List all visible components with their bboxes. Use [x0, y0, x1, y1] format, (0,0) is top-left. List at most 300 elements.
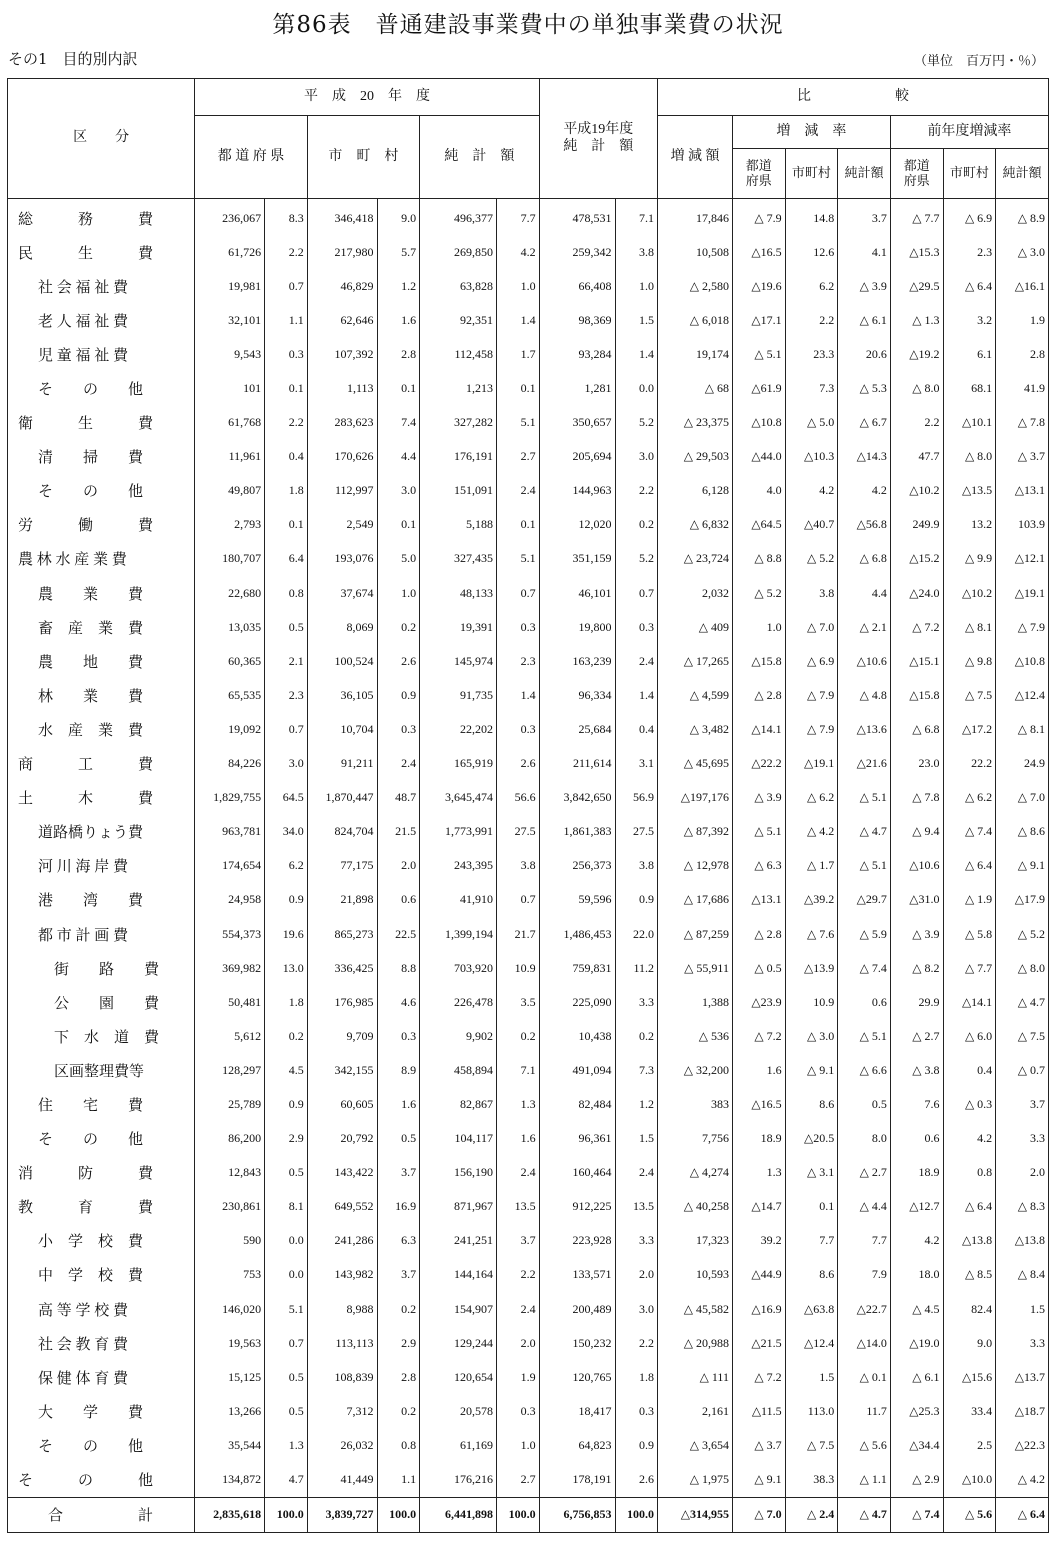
cell: 3.1 [615, 747, 658, 781]
cell: △ 6.4 [943, 1190, 996, 1224]
table-row [8, 985, 1049, 1019]
cell: △ 6.9 [785, 644, 838, 678]
cell: △ 87,392 [658, 815, 733, 849]
cell: 101 [195, 371, 265, 405]
cell: 21.7 [497, 917, 540, 951]
cell: 18.9 [890, 1156, 943, 1190]
cell: 50,481 [195, 985, 265, 1019]
cell: 3.7 [377, 1258, 420, 1292]
cell: 7.7 [497, 199, 540, 236]
cell: 3.0 [377, 474, 420, 508]
cell: 112,997 [307, 474, 377, 508]
cell: 1.5 [615, 303, 658, 337]
cell: 49,807 [195, 474, 265, 508]
cell: △ 4,274 [658, 1156, 733, 1190]
cell: 1.2 [615, 1087, 658, 1121]
cell: 0.4 [615, 712, 658, 746]
cell: △ 3.9 [838, 269, 891, 303]
cell: 113.0 [785, 1394, 838, 1428]
row-label: そ の 他 [8, 371, 195, 405]
cell: 15,125 [195, 1360, 265, 1394]
cell: 0.9 [615, 883, 658, 917]
cell: △ 7.2 [732, 1019, 785, 1053]
table-row [8, 917, 1049, 951]
header-net: 純 計 額 [420, 116, 540, 199]
cell: 0.5 [265, 1156, 308, 1190]
cell: △ 5.8 [943, 917, 996, 951]
cell: △ 1.9 [943, 883, 996, 917]
cell: 29.9 [890, 985, 943, 1019]
cell: 3.7 [996, 1087, 1049, 1121]
cell: 6.2 [265, 849, 308, 883]
cell: 8,069 [307, 610, 377, 644]
cell: 12.6 [785, 235, 838, 269]
cell: 18.0 [890, 1258, 943, 1292]
cell: 19.6 [265, 917, 308, 951]
cell: 100.0 [265, 1497, 308, 1532]
cell: △ 6.1 [838, 303, 891, 337]
cell: △ 12,978 [658, 849, 733, 883]
cell: △ 9.1 [996, 849, 1049, 883]
cell: △ 2.9 [890, 1462, 943, 1497]
cell: 4.2 [785, 474, 838, 508]
cell: 10,508 [658, 235, 733, 269]
cell: 753 [195, 1258, 265, 1292]
cell: △17.2 [943, 712, 996, 746]
cell: △ 23,375 [658, 406, 733, 440]
cell: 7.1 [615, 199, 658, 236]
cell: 1,388 [658, 985, 733, 1019]
cell: △ 6.8 [838, 542, 891, 576]
cell: 5.1 [497, 406, 540, 440]
cell: 2.1 [265, 644, 308, 678]
cell: 2.0 [996, 1156, 1049, 1190]
cell: △15.2 [890, 542, 943, 576]
cell: △ 7.8 [890, 781, 943, 815]
cell: △13.5 [943, 474, 996, 508]
cell: △ 6.3 [732, 849, 785, 883]
cell: 4.5 [265, 1053, 308, 1087]
table-row [8, 1292, 1049, 1326]
cell: 6.4 [265, 542, 308, 576]
cell: △14.0 [838, 1326, 891, 1360]
header-zougenritsu: 増 減 率 [732, 116, 890, 149]
cell: 1.0 [497, 269, 540, 303]
cell: 0.2 [497, 1019, 540, 1053]
cell: 1.4 [615, 678, 658, 712]
cell: △19.1 [996, 576, 1049, 610]
cell: 1,281 [539, 371, 615, 405]
cell: 151,091 [420, 474, 497, 508]
cell: 3.3 [615, 1224, 658, 1258]
row-label: 大 学 費 [8, 1394, 195, 1428]
cell: 10,438 [539, 1019, 615, 1053]
cell: 160,464 [539, 1156, 615, 1190]
cell: △ 8.0 [996, 951, 1049, 985]
cell: 56.9 [615, 781, 658, 815]
cell: 1.1 [265, 303, 308, 337]
header-kubun: 区 分 [8, 79, 195, 199]
header-muni: 市 町 村 [307, 116, 419, 199]
cell: △ 7.9 [996, 610, 1049, 644]
cell: 82,867 [420, 1087, 497, 1121]
cell: 342,155 [307, 1053, 377, 1087]
cell: △ 7.9 [732, 199, 785, 236]
cell: 12,843 [195, 1156, 265, 1190]
cell: △40.7 [785, 508, 838, 542]
cell: 144,164 [420, 1258, 497, 1292]
cell: 0.0 [615, 371, 658, 405]
cell: 1.8 [615, 1360, 658, 1394]
table-row [8, 1122, 1049, 1156]
cell: 14.8 [785, 199, 838, 236]
cell: △ 5.0 [785, 406, 838, 440]
cell: 0.2 [377, 610, 420, 644]
row-label: 道路橋りょう費 [8, 815, 195, 849]
cell: 25,789 [195, 1087, 265, 1121]
cell: 178,191 [539, 1462, 615, 1497]
table-row [8, 1019, 1049, 1053]
cell: 180,707 [195, 542, 265, 576]
row-label: 林 業 費 [8, 678, 195, 712]
row-label: 河 川 海 岸 費 [8, 849, 195, 883]
cell: △ 8.8 [732, 542, 785, 576]
cell: △12.1 [996, 542, 1049, 576]
cell: 0.4 [265, 440, 308, 474]
row-label: 下 水 道 費 [8, 1019, 195, 1053]
table-row [8, 815, 1049, 849]
page-title: 第86表 普通建設事業費中の単独事業費の状況 [272, 12, 784, 38]
cell: △ 5.1 [732, 815, 785, 849]
cell: 0.2 [377, 1394, 420, 1428]
cell: 2.3 [943, 235, 996, 269]
cell: 1.2 [377, 269, 420, 303]
cell: 3.7 [497, 1224, 540, 1258]
cell: 19,981 [195, 269, 265, 303]
cell: 2.9 [377, 1326, 420, 1360]
cell: 3.8 [785, 576, 838, 610]
cell: 11.2 [615, 951, 658, 985]
cell: △23.9 [732, 985, 785, 1019]
table-row [8, 337, 1049, 371]
cell: 3.0 [615, 1292, 658, 1326]
cell: 3.8 [497, 849, 540, 883]
row-label: 農 業 費 [8, 576, 195, 610]
cell: 223,928 [539, 1224, 615, 1258]
table-row [8, 1053, 1049, 1087]
cell: 0.2 [377, 1292, 420, 1326]
cell: 108,839 [307, 1360, 377, 1394]
cell: 2.2 [890, 406, 943, 440]
cell: 107,392 [307, 337, 377, 371]
cell: 22,202 [420, 712, 497, 746]
cell: 17,323 [658, 1224, 733, 1258]
cell: 4.4 [377, 440, 420, 474]
cell: 174,654 [195, 849, 265, 883]
cell: 20,792 [307, 1122, 377, 1156]
cell: 2.3 [497, 644, 540, 678]
table-row [8, 1190, 1049, 1224]
cell: △ 32,200 [658, 1053, 733, 1087]
table-row [8, 712, 1049, 746]
cell: 2.8 [377, 337, 420, 371]
cell: 1.8 [265, 985, 308, 1019]
cell: 2,793 [195, 508, 265, 542]
cell: △ 9.4 [890, 815, 943, 849]
table-row [8, 1428, 1049, 1462]
cell: 68.1 [943, 371, 996, 405]
table-row [8, 199, 1049, 236]
cell: △14.1 [943, 985, 996, 1019]
cell: △ 7.0 [996, 781, 1049, 815]
cell: 0.1 [265, 508, 308, 542]
row-label: 中 学 校 費 [8, 1258, 195, 1292]
header-prev-muni: 市町村 [943, 149, 996, 199]
cell: 100.0 [497, 1497, 540, 1532]
cell: 150,232 [539, 1326, 615, 1360]
cell: 64.5 [265, 781, 308, 815]
cell: 226,478 [420, 985, 497, 1019]
cell: 6.3 [377, 1224, 420, 1258]
row-label: 児 童 福 祉 費 [8, 337, 195, 371]
cell: 4.2 [838, 474, 891, 508]
cell: 0.7 [265, 712, 308, 746]
cell: 211,614 [539, 747, 615, 781]
cell: 120,765 [539, 1360, 615, 1394]
cell: △ 0.5 [732, 951, 785, 985]
cell: △19.0 [890, 1326, 943, 1360]
table-row [8, 269, 1049, 303]
cell: 5,188 [420, 508, 497, 542]
cell: △15.6 [943, 1360, 996, 1394]
header-prev-pref: 都道 府県 [890, 149, 943, 199]
cell: 1,829,755 [195, 781, 265, 815]
cell: △16.5 [732, 235, 785, 269]
cell: 27.5 [497, 815, 540, 849]
cell: 13,035 [195, 610, 265, 644]
cell: 369,982 [195, 951, 265, 985]
cell: 2,835,618 [195, 1497, 265, 1532]
cell: 269,850 [420, 235, 497, 269]
row-label: 老 人 福 祉 費 [8, 303, 195, 337]
cell: △314,955 [658, 1497, 733, 1532]
cell: 86,200 [195, 1122, 265, 1156]
cell: 46,829 [307, 269, 377, 303]
table-row [8, 406, 1049, 440]
cell: 0.5 [838, 1087, 891, 1121]
cell: 33.4 [943, 1394, 996, 1428]
cell: 2,032 [658, 576, 733, 610]
cell: 0.0 [265, 1224, 308, 1258]
cell: △ 2.4 [785, 1497, 838, 1532]
cell: △ 1.1 [838, 1462, 891, 1497]
row-label: 商 工 費 [8, 747, 195, 781]
cell: 112,458 [420, 337, 497, 371]
row-label: 高 等 学 校 費 [8, 1292, 195, 1326]
cell: 2.8 [377, 1360, 420, 1394]
cell: 20,578 [420, 1394, 497, 1428]
table-row [8, 576, 1049, 610]
cell: 8.9 [377, 1053, 420, 1087]
cell: △19.2 [890, 337, 943, 371]
cell: 496,377 [420, 199, 497, 236]
header-rate-net: 純計額 [838, 149, 891, 199]
row-label: 区画整理費等 [8, 1053, 195, 1087]
cell: 8,988 [307, 1292, 377, 1326]
cell: 2.4 [497, 1156, 540, 1190]
cell: △15.3 [890, 235, 943, 269]
cell: 61,169 [420, 1428, 497, 1462]
cell: △ 45,582 [658, 1292, 733, 1326]
cell: 2.2 [615, 1326, 658, 1360]
cell: 7.7 [785, 1224, 838, 1258]
cell: 156,190 [420, 1156, 497, 1190]
cell: △ 23,724 [658, 542, 733, 576]
cell: 61,726 [195, 235, 265, 269]
cell: 1.6 [732, 1053, 785, 1087]
cell: 327,435 [420, 542, 497, 576]
cell: 3.7 [377, 1156, 420, 1190]
cell: △ 0.1 [838, 1360, 891, 1394]
cell: 0.9 [265, 883, 308, 917]
cell: 17,846 [658, 199, 733, 236]
cell: 163,239 [539, 644, 615, 678]
table-row [8, 542, 1049, 576]
cell: 200,489 [539, 1292, 615, 1326]
cell: △ 1.3 [890, 303, 943, 337]
cell: 1,399,194 [420, 917, 497, 951]
cell: 3.7 [838, 199, 891, 236]
cell: △ 7.5 [996, 1019, 1049, 1053]
row-label: 小 学 校 費 [8, 1224, 195, 1258]
cell: △ 409 [658, 610, 733, 644]
cell: 963,781 [195, 815, 265, 849]
cell: △ 6.8 [890, 712, 943, 746]
cell: 0.1 [497, 508, 540, 542]
cell: 9,709 [307, 1019, 377, 1053]
cell: △21.6 [838, 747, 891, 781]
cell: 129,244 [420, 1326, 497, 1360]
cell: 21,898 [307, 883, 377, 917]
cell: 3,839,727 [307, 1497, 377, 1532]
cell: 5.1 [497, 542, 540, 576]
cell: 5.7 [377, 235, 420, 269]
cell: △ 20,988 [658, 1326, 733, 1360]
cell: △14.7 [732, 1190, 785, 1224]
cell: 2.4 [377, 747, 420, 781]
cell: 230,861 [195, 1190, 265, 1224]
cell: △56.8 [838, 508, 891, 542]
cell: 3.3 [615, 985, 658, 1019]
cell: 1.3 [732, 1156, 785, 1190]
cell: 65,535 [195, 678, 265, 712]
cell: △ 3.7 [732, 1428, 785, 1462]
cell: △ 3,482 [658, 712, 733, 746]
cell: 120,654 [420, 1360, 497, 1394]
cell: 1,113 [307, 371, 377, 405]
cell: 22.0 [615, 917, 658, 951]
cell: △17.1 [732, 303, 785, 337]
cell: △15.8 [732, 644, 785, 678]
cell: 7.4 [377, 406, 420, 440]
cell: △ 8.1 [996, 712, 1049, 746]
cell: 1.9 [497, 1360, 540, 1394]
cell: 133,571 [539, 1258, 615, 1292]
cell: 6,128 [658, 474, 733, 508]
cell: 249.9 [890, 508, 943, 542]
cell: 20.6 [838, 337, 891, 371]
cell: 0.3 [497, 610, 540, 644]
cell: 7.1 [497, 1053, 540, 1087]
table-row [8, 474, 1049, 508]
cell: △ 7.2 [890, 610, 943, 644]
cell: 11,961 [195, 440, 265, 474]
cell: △ 4.7 [838, 815, 891, 849]
table-row [8, 1462, 1049, 1497]
cell: △10.2 [890, 474, 943, 508]
cell: △ 7.8 [996, 406, 1049, 440]
cell: △ 9.1 [785, 1053, 838, 1087]
cell: 41,449 [307, 1462, 377, 1497]
cell: 241,251 [420, 1224, 497, 1258]
cell: △ 4,599 [658, 678, 733, 712]
cell: 1.0 [732, 610, 785, 644]
cell: 3.8 [615, 235, 658, 269]
cell: 0.4 [943, 1053, 996, 1087]
cell: △ 6.4 [943, 849, 996, 883]
cell: △13.8 [996, 1224, 1049, 1258]
cell: 243,395 [420, 849, 497, 883]
cell: △ 3.8 [890, 1053, 943, 1087]
cell: 912,225 [539, 1190, 615, 1224]
cell: 7,312 [307, 1394, 377, 1428]
cell: 2,161 [658, 1394, 733, 1428]
cell: 3.3 [996, 1122, 1049, 1156]
cell: △ 7.9 [785, 678, 838, 712]
cell: △ 6.2 [785, 781, 838, 815]
cell: 143,982 [307, 1258, 377, 1292]
cell: △ 6.9 [943, 199, 996, 236]
cell: 7.3 [785, 371, 838, 405]
cell: 24,958 [195, 883, 265, 917]
cell: △10.2 [943, 576, 996, 610]
cell: △29.7 [838, 883, 891, 917]
cell: 38.3 [785, 1462, 838, 1497]
cell: 7.9 [838, 1258, 891, 1292]
cell: 3.5 [497, 985, 540, 1019]
cell: △ 5.1 [838, 1019, 891, 1053]
cell: 26,032 [307, 1428, 377, 1462]
cell: 2.4 [615, 644, 658, 678]
cell: 2.2 [265, 406, 308, 440]
cell: 0.1 [377, 508, 420, 542]
row-label: 社 会 福 祉 費 [8, 269, 195, 303]
cell: △197,176 [658, 781, 733, 815]
cell: △ 7.4 [943, 815, 996, 849]
cell: △ 17,686 [658, 883, 733, 917]
table-row [8, 678, 1049, 712]
cell: 383 [658, 1087, 733, 1121]
cell: 145,974 [420, 644, 497, 678]
cell: 0.9 [377, 678, 420, 712]
row-label: 農 林 水 産 業 費 [8, 542, 195, 576]
cell: 2.9 [265, 1122, 308, 1156]
cell: 1,213 [420, 371, 497, 405]
cell: 41.9 [996, 371, 1049, 405]
cell: △ 6,832 [658, 508, 733, 542]
cell: 10.9 [785, 985, 838, 1019]
cell: △ 1,975 [658, 1462, 733, 1497]
